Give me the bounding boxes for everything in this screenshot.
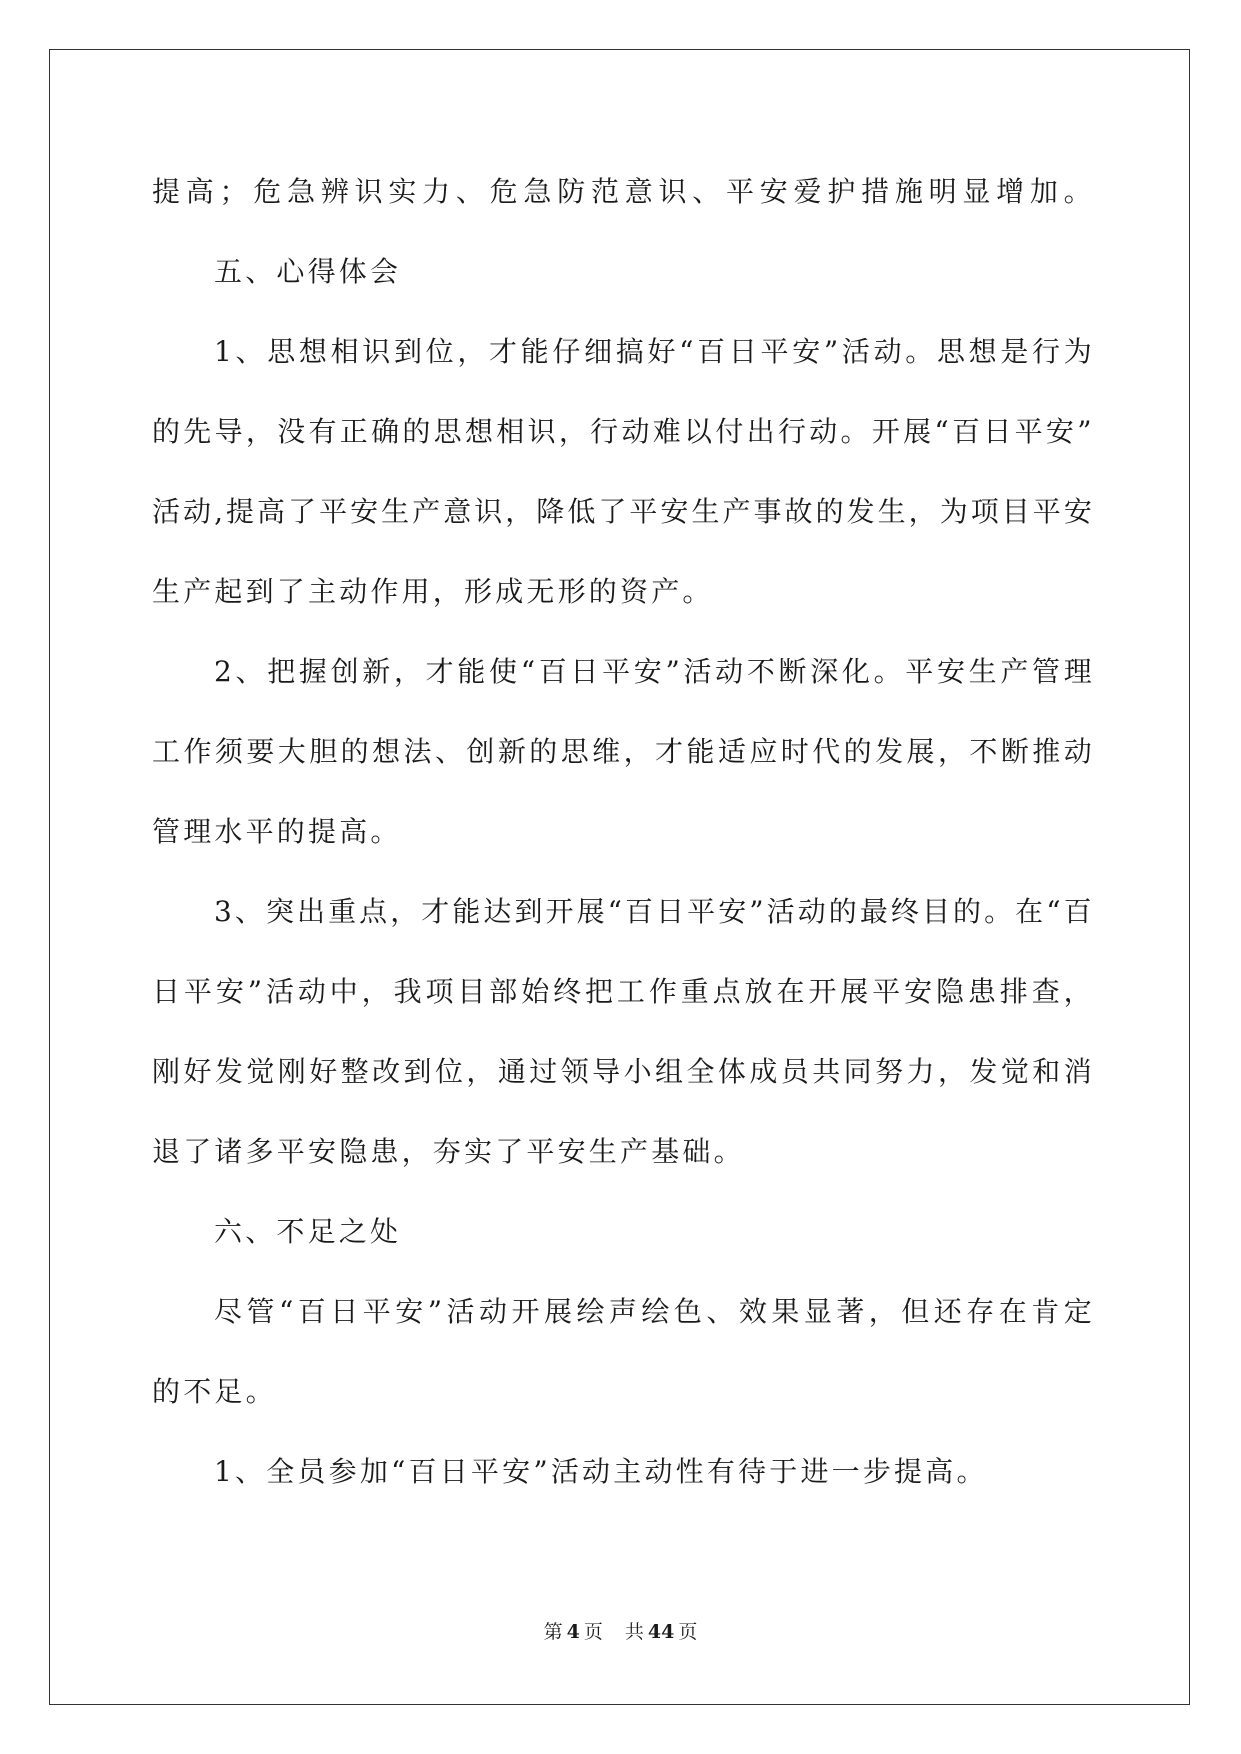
- text-line: 的 先 导 ， 没 有 正 确 的 思 想 相 识 ， 行 动 难 以 付 出 行 动 。 开 展 “ 百 日 平 安 ”: [152, 415, 1092, 448]
- text-line: 日 平 安 ” 活 动 中 ， 我 项 目 部 始 终 把 工 作 重 点 放 在 开 展 平 安 隐 患 排 查 ，: [152, 975, 1092, 1008]
- page-suffix: 页: [583, 1621, 603, 1643]
- text-line: 1、全员参加“百日平安”活动主动性有待于进一步提高。: [214, 1455, 988, 1488]
- text-line: 生产起到了主动作用，形成无形的资产。: [152, 575, 714, 608]
- text-line: 3 、 突 出 重 点 ， 才 能 达 到 开 展 “ 百 日 平 安 ” 活 动 的 最 终 目 的 。 在 “ 百: [214, 895, 1092, 928]
- page-footer: [0, 1620, 1241, 1644]
- total-suffix: 页: [678, 1621, 698, 1643]
- total-prefix: 共: [624, 1621, 644, 1643]
- text-line: 活 动 , 提 高 了 平 安 生 产 意 识 ， 降 低 了 平 安 生 产 事 故 的 发 生 ， 为 项 目 平 安: [152, 495, 1092, 528]
- section-heading: 五、心得体会: [214, 255, 402, 288]
- text-line: 工 作 须 要 大 胆 的 想 法 、 创 新 的 思 维 ， 才 能 适 应 时 代 的 发 展 ， 不 断 推 动: [152, 735, 1092, 768]
- text-line: 的不足。: [152, 1375, 277, 1408]
- section-heading: 六、不足之处: [214, 1215, 402, 1248]
- page-number: 4: [566, 1621, 580, 1643]
- document-body: [152, 160, 1092, 1520]
- text-line: 1 、 思 想 相 识 到 位 ， 才 能 仔 细 搞 好 “ 百 日 平 安 ” 活 动 。 思 想 是 行 为: [214, 335, 1092, 368]
- text-line: 尽 管 “ 百 日 平 安 ” 活 动 开 展 绘 声 绘 色 、 效 果 显 著 ， 但 还 存 在 肯 定: [214, 1295, 1092, 1328]
- text-line: 提 高 ； 危 急 辨 识 实 力 、 危 急 防 范 意 识 、 平 安 爱 护 措 施 明 显 增 加 。: [152, 175, 1092, 208]
- page-prefix: 第: [543, 1621, 563, 1643]
- text-line: 管理水平的提高。: [152, 815, 402, 848]
- text-line: 刚 好 发 觉 刚 好 整 改 到 位 ， 通 过 领 导 小 组 全 体 成 员 共 同 努 力 ， 发 觉 和 消: [152, 1055, 1092, 1088]
- text-line: 2 、 把 握 创 新 ， 才 能 使 “ 百 日 平 安 ” 活 动 不 断 深 化 。 平 安 生 产 管 理: [214, 655, 1092, 688]
- text-line: 退了诸多平安隐患，夯实了平安生产基础。: [152, 1135, 745, 1168]
- total-pages: 44: [647, 1621, 675, 1643]
